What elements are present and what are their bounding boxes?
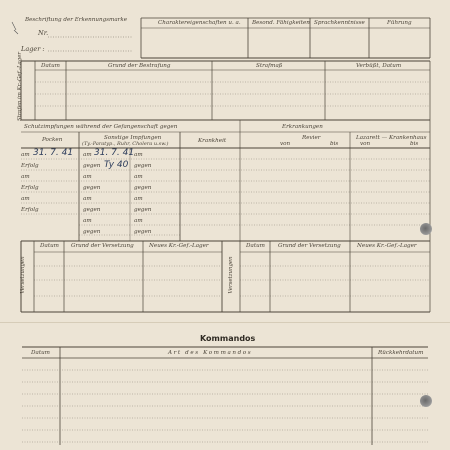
transfer-left-col-reason: Grund der Versetzung: [71, 243, 134, 249]
other2-am-1: am: [134, 152, 143, 158]
transfer-right-col-reason: Grund der Versetzung: [278, 243, 341, 249]
skills-header: Besond. Fähigkeiten: [252, 20, 310, 26]
other2-gegen-4: gegen: [134, 229, 152, 235]
revier-to: bis: [330, 141, 339, 147]
smallpox-erfolg-3: Erfolg: [21, 207, 39, 213]
transfer-left-col-camp: Neues Kr.-Gef.-Lager: [149, 243, 209, 249]
transfers-side-label-left: Versetzungen: [20, 256, 26, 294]
other-vaccinations-sub: (Ty.-Paratyp., Ruhr, Cholera u.sw.): [82, 141, 169, 147]
punishment-col-date: Datum: [41, 63, 60, 69]
hospital-from: von: [360, 141, 371, 147]
disease-header: Krankheit: [198, 138, 227, 144]
other2-gegen-1: gegen: [134, 163, 152, 169]
vaccinations-title: Schutzimpfungen während der Gefangenschaft gegen: [24, 124, 178, 130]
smallpox-am-1: am: [21, 152, 30, 158]
other-gegen-3: gegen: [83, 207, 101, 213]
character-header: Charaktereigenschaften u. a.: [158, 20, 241, 26]
other-am-3: am: [83, 196, 92, 202]
nr-label: Nr.: [38, 29, 49, 37]
other2-am-2: am: [134, 174, 143, 180]
other-gegen-2: gegen: [83, 185, 101, 191]
conduct-header: Führung: [387, 20, 412, 26]
hospital-header: Lazarett — Krankenhaus: [356, 135, 427, 141]
smallpox-am-2: am: [21, 174, 30, 180]
handwritten-other-against: Ty 40: [104, 160, 129, 170]
punishment-col-reason: Grund der Bestrafung: [108, 63, 171, 69]
other2-am-3: am: [134, 196, 143, 202]
fold-line: [0, 322, 450, 323]
languages-header: Sprachkenntnisse: [314, 20, 365, 26]
other-am-2: am: [83, 174, 92, 180]
other2-gegen-3: gegen: [134, 207, 152, 213]
other-vaccinations-header: Sonstige Impfungen: [104, 135, 162, 141]
punch-hole-lower: [420, 395, 432, 407]
kommandos-title: Kommandos: [200, 334, 256, 343]
transfers-side-label-right: Versetzungen: [228, 256, 234, 294]
punishment-col-served: Verbüßt, Datum: [356, 63, 402, 69]
kommandos-col-return: Rückkehrdatum: [378, 350, 424, 356]
other-gegen-1: gegen: [83, 163, 101, 169]
kommandos-col-type: Art des Kommandos: [168, 350, 253, 356]
other-am-4: am: [83, 218, 92, 224]
camp-label: Lager :: [21, 45, 45, 53]
other-am-1: am: [83, 152, 92, 158]
punishment-col-measure: Strafmaß: [256, 63, 283, 69]
other-gegen-4: gegen: [83, 229, 101, 235]
other2-gegen-2: gegen: [134, 185, 152, 191]
handwritten-other-date: 31. 7. 41: [94, 148, 135, 158]
revier-from: von: [280, 141, 291, 147]
transfer-right-col-camp: Neues Kr.-Gef.-Lager: [357, 243, 417, 249]
punch-hole-upper: [420, 223, 432, 235]
transfer-left-col-date: Datum: [40, 243, 59, 249]
other2-am-4: am: [134, 218, 143, 224]
handwritten-smallpox-date: 31. 7. 41: [33, 148, 74, 158]
kommandos-col-date: Datum: [31, 350, 50, 356]
smallpox-am-3: am: [21, 196, 30, 202]
hospital-to: bis: [410, 141, 419, 147]
punishments-side-label: Strafen im Kr.-Gef.-Lager: [17, 52, 23, 121]
transfer-right-col-date: Datum: [246, 243, 265, 249]
smallpox-erfolg-2: Erfolg: [21, 185, 39, 191]
identity-mark-label: Beschriftung der Erkennungsmarke: [25, 17, 128, 23]
smallpox-header: Pocken: [42, 137, 63, 143]
smallpox-erfolg-1: Erfolg: [21, 163, 39, 169]
illnesses-title: Erkrankungen: [282, 124, 323, 130]
revier-header: Revier: [302, 135, 321, 141]
